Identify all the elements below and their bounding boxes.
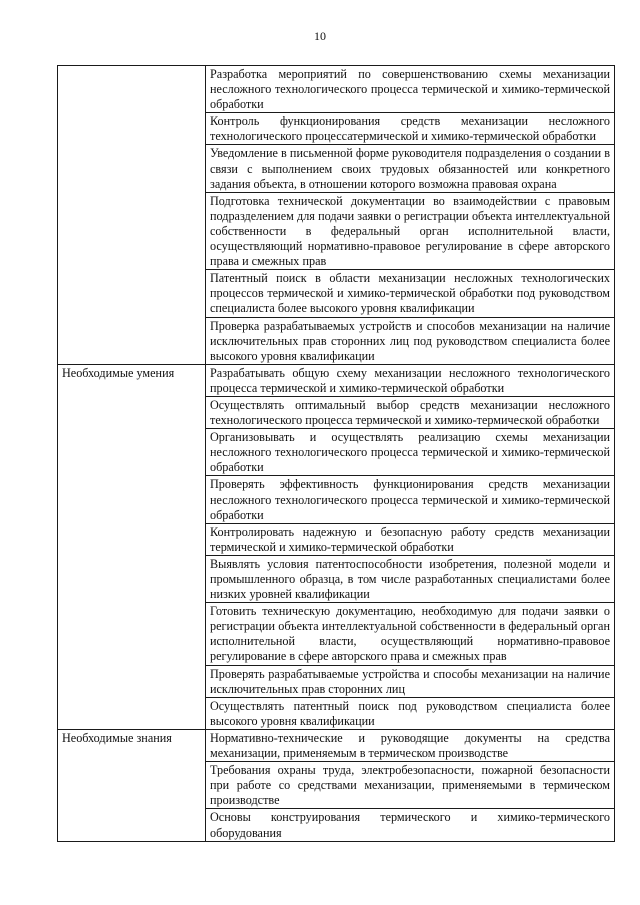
table-cell: Требования охраны труда, электробезопасности, пожарной безопасности при работе со средствами механизации, применяемыми в термическом производстве <box>206 762 615 809</box>
table-cell: Контроль функционирования средств механизации несложного технологического процессатермической и химико-термической обработки <box>206 113 615 145</box>
table-cell: Подготовка технической документации во взаимодействии с правовым подразделением для подачи заявки о регистрации объекта интеллектуальной собственности в федеральный орган исполнительной власти, осуществляющий нормативно-правовое регулирование в сфере авторского права и смежных прав <box>206 192 615 269</box>
competency-table <box>57 65 615 842</box>
table-cell: Разработка мероприятий по совершенствованию схемы механизации несложного технологического процесса термической и химико-термической обработки <box>206 66 615 113</box>
table-cell: Осуществлять оптимальный выбор средств механизации несложного технологического процесса термической и химико-термической обработки <box>206 396 615 428</box>
table-cell: Патентный поиск в области механизации несложных технологических процессов термической и химико-термической обработки под руководством специалиста более высокого уровня квалификации <box>206 270 615 317</box>
table-cell: Проверять разрабатываемые устройства и способы механизации на наличие исключительных прав сторонних лиц <box>206 665 615 697</box>
table-row <box>58 66 615 113</box>
table-cell: Основы конструирования термического и химико-термического оборудования <box>206 809 615 841</box>
table-cell: Разрабатывать общую схему механизации несложного технологического процесса термической и химико-термической обработки <box>206 364 615 396</box>
table-cell: Осуществлять патентный поиск под руководством специалиста более высокого уровня квалификации <box>206 697 615 729</box>
table-cell: Готовить техническую документацию, необходимую для подачи заявки о регистрации объекта интеллектуальной собственности в федеральный орган исполнительной власти, осуществляющий нормативно-правовое регулирование в сфере авторского права и смежных прав <box>206 603 615 665</box>
table-row <box>58 364 615 396</box>
page-number: 10 <box>314 29 326 43</box>
section-label-skills: Необходимые умения <box>58 364 206 729</box>
table-cell: Контролировать надежную и безопасную работу средств механизации термической и химико-термической обработки <box>206 523 615 555</box>
table-cell: Проверка разрабатываемых устройств и способов механизации на наличие исключительных прав сторонних лиц под руководством специалиста более высокого уровня квалификации <box>206 317 615 364</box>
table-row <box>58 729 615 761</box>
table-cell: Уведомление в письменной форме руководителя подразделения о создании в связи с выполнением своих трудовых обязанностей или конкретного задания объекта, в отношении которого возможна правовая охрана <box>206 145 615 192</box>
table-cell: Нормативно-технические и руководящие документы на средства механизации, применяемым в термическом производстве <box>206 729 615 761</box>
table-cell: Организовывать и осуществлять реализацию схемы механизации несложного технологического процесса термической и химико-термической обработки <box>206 429 615 476</box>
table-cell: Проверять эффективность функционирования средств механизации несложного технологического процесса термической и химико-термической обработки <box>206 476 615 523</box>
section-label <box>58 66 206 365</box>
table-cell: Выявлять условия патентоспособности изобретения, полезной модели и промышленного образца, в том числе разработанных специалистами более низких уровней квалификации <box>206 555 615 602</box>
section-label-knowledge: Необходимые знания <box>58 729 206 841</box>
